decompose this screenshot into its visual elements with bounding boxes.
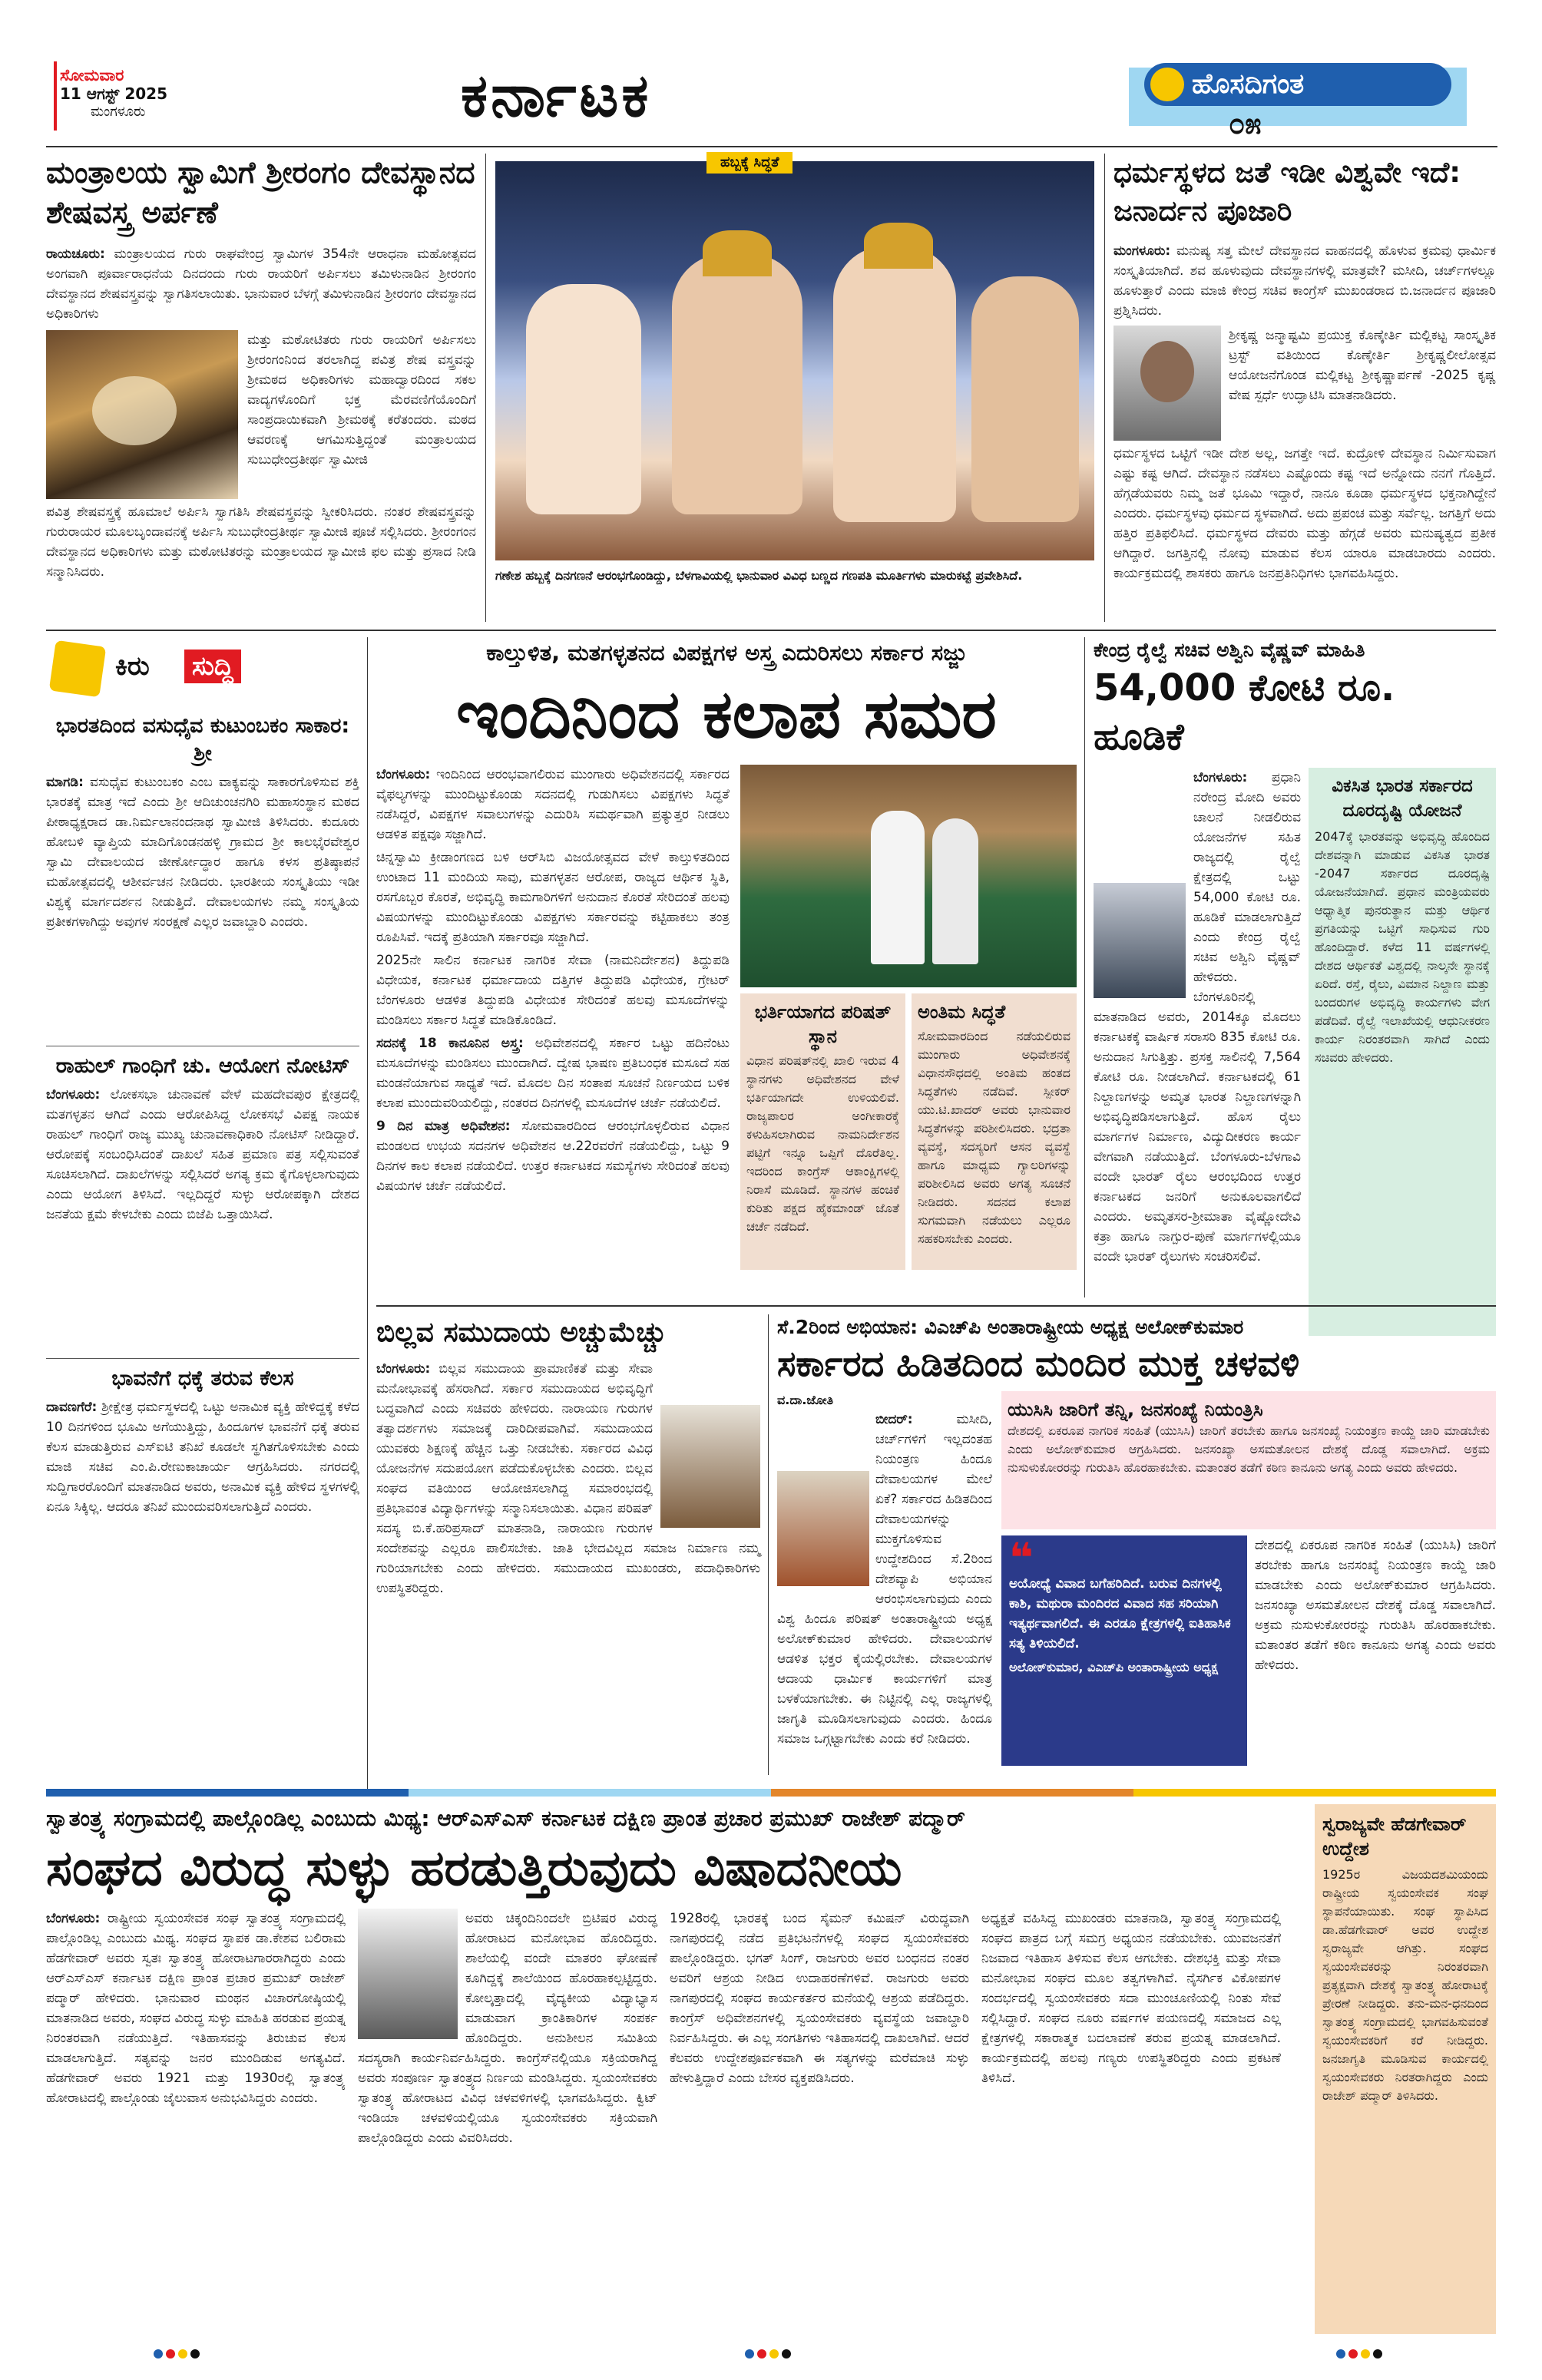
headline: ಸರ್ಕಾರದ ಹಿಡಿತದಿಂದ ಮಂದಿರ ಮುಕ್ತ ಚಳವಳಿ [777, 1343, 1300, 1384]
side-headline: ಭರ್ತಿಯಾಗದ ಪರಿಷತ್ ಸ್ಥಾನ [754, 1001, 892, 1047]
tail-text: ಪವಿತ್ರ ಶೇಷವಸ್ತ್ರಕ್ಕೆ ಹೂಮಾಲೆ ಅರ್ಪಿಸಿ ಸ್ವಾಗತಿಸಿ ಶೇಷವಸ್ತ್ರವನ್ನು ಸ್ವೀಕರಿಸಿದರು. ನಂತರ ಶೇಷವಸ್ತ್ರವನ್ನು ಗುರುರಾಯರ ಮೂಲಬೃಂದಾವನಕ್ಕೆ ಅರ್ಪಿಸಿ ಸುಬುಧೇಂದ್ರತೀರ್ಥ ಸ್ವಾಮೀಜಿ ಪೂಜೆ ಸಲ್ಲಿಸಿದರು. ಶ್ರೀರಂಗಂನ ದೇವಸ್ಥಾನದ ಅಧಿಕಾರಿಗಳು ಮತ್ತು ಮಠೋಟಿತರನ್ನು ಮಂತ್ರಾಲಯದ ಸ್ವಾಮೀಜಿ ಫಲ ಮತ್ತು ಪ್ರಸಾದ ನೀಡಿ ಸನ್ಮಾನಿಸಿದರು. [46, 504, 476, 580]
story-railway [1094, 637, 1496, 1297]
lead-story [376, 637, 1077, 1297]
sidebar-parishat [740, 993, 905, 1270]
date-block [60, 66, 198, 121]
page-number: ೦೫ [1229, 107, 1262, 140]
section-title: ಕರ್ನಾಟಕ [461, 61, 652, 131]
box-ucc [1001, 1391, 1496, 1529]
dateline: ಬೆಂಗಳೂರು: [46, 1911, 101, 1926]
col-text: 1928ರಲ್ಲಿ ಭಾರತಕ್ಕೆ ಬಂದ ಸೈಮನ್ ಕಮಿಷನ್ ವಿರುದ್ಧವಾಗಿ ನಾಗಪುರದಲ್ಲಿ ನಡೆದ ಪ್ರತಿಭಟನೆಗಳಲ್ಲಿ ಸಂಘದ ಸ್ವಯಂಸೇವಕರು ಪಾಲ್ಗೊಂಡಿದ್ದರು. ಭಗತ್ ಸಿಂಗ್, ರಾಜಗುರು ಅವರ ಬಂಧನದ ನಂತರ ಅವರಿಗೆ ಆಶ್ರಯ ನೀಡಿದ ಉದಾಹರಣೆಗಳಿವೆ. ರಾಜಗುರು ಅವರು ನಾಗಪುರದಲ್ಲಿ ಸಂಘದ ಕಾರ್ಯಕರ್ತರ ಮನೆಯಲ್ಲಿ ಆಶ್ರಯ ಪಡೆದಿದ್ದರು. ಕಾಂಗ್ರೆಸ್ ಅಧಿವೇಶನಗಳಲ್ಲಿ ಸ್ವಯಂಸೇವಕರು ವ್ಯವಸ್ಥೆಯ ಜವಾಬ್ದಾರಿ ನಿರ್ವಹಿಸಿದ್ದರು. ಈ ಎಲ್ಲ ಸಂಗತಿಗಳು ಇತಿಹಾಸದಲ್ಲಿ ದಾಖಲಾಗಿವೆ. ಆದರೆ ಕೆಲವರು ಉದ್ದೇಶಪೂರ್ವಕವಾಗಿ ಈ ಸತ್ಯಗಳನ್ನು ಮರೆಮಾಚಿ ಸುಳ್ಳು ಹೇಳುತ್ತಿದ್ದಾರೆ ಎಂದು ಬೇಸರ ವ್ಯಕ್ತಪಡಿಸಿದರು. [670, 1911, 969, 2086]
story-mantralaya [46, 154, 476, 630]
headline: ಧರ್ಮಸ್ಥಳದ ಜತೆ ಇಡೀ ವಿಶ್ವವೇ ಇದೆ: ಜನಾರ್ದನ ಪೂಜಾರಿ [1113, 156, 1461, 227]
box-hedgewar [1315, 1804, 1496, 2334]
masthead-rule [46, 146, 1497, 147]
sub-label: ಸದನಕ್ಕೆ 18 ಕಾನೂನಿನ ಅಸ್ತ್ರ: [376, 1036, 524, 1051]
kiru-item [46, 1365, 359, 1735]
tail-text: ಧರ್ಮಸ್ಥಳದ ಒಟ್ಟಿಗೆ ಇಡೀ ದೇಶ ಅಲ್ಲ, ಜಗತ್ತೇ ಇದೆ. ಕುದ್ರೋಳಿ ದೇವಸ್ಥಾನ ನಿರ್ಮಿಸುವಾಗ ಎಷ್ಟು ಕಷ್ಟ ಆಗಿದೆ. ದೇವಸ್ಥಾನ ನಡೆಸಲು ಎಷ್ಟೊಂದು ಕಷ್ಟ ಇದೆ ಅನ್ನೋದು ನನಗೆ ಗೊತ್ತಿದೆ. ಹೆಗ್ಗಡೆಯವರು ನಿಮ್ಮ ಜತೆ ಭೂಮಿ ಇದ್ದಾರೆ, ನಾನೂ ಕೂಡಾ ಧರ್ಮಸ್ಥಳದ ಭಕ್ತನಾಗಿದ್ದೇನೆ ಎಂದರು. ಧರ್ಮಸ್ಥಳವು ಧರ್ಮದ ಸ್ಥಳವಾಗಿದೆ. ಅದು ಪ್ರಪಂಚ ಮತ್ತು ಸರ್ವೆಲ್ಲ. ಜಗತ್ತಿಗೆ ಅದು ಹತ್ತಿರ ಪ್ರತಿಫಲಿಸಿದೆ. ಧರ್ಮಸ್ಥಳದ ದೇವರು ಮತ್ತು ಹೆಗ್ಗಡೆ ಅವರು ಮನುಷ್ಯತ್ವದ ಪ್ರತೀಕ ಆಗಿದ್ದಾರೆ. ಜಗತ್ತಿನಲ್ಲಿ ನೋವು ಮಾಡುವ ಕೆಲಸ ಯಾರೂ ಮಾಡಬಾರದು ಎಂದರು. ಕಾರ್ಯಕ್ರಮದಲ್ಲಿ ಶಾಸಕರು ಹಾಗೂ ಜನಪ್ರತಿನಿಧಿಗಳು ಭಾಗವಹಿಸಿದ್ದರು. [1113, 446, 1496, 581]
lead-text: ಮನುಷ್ಯ ಸತ್ತ ಮೇಲೆ ದೇವಸ್ಥಾನದ ವಾಹನದಲ್ಲಿ ಹೊಳುವ ಕ್ರಮವು ಧಾರ್ಮಿಕ ಸಂಸ್ಕೃತಿಯಾಗಿದೆ. ಶವ ಹೂಳುವುದು ದೇವಸ್ಥಾನಗಳಲ್ಲಿ ಮಾತ್ರವೇ? ಮಸೀದಿ, ಚರ್ಚ್‌ಗಳಲ್ಲೂ ಹೂಳುತ್ತಾರೆ ಎಂದು ಮಾಜಿ ಕೇಂದ್ರ ಸಚಿವ ಕಾಂಗ್ರೆಸ್ ಮುಖಂಡರಾದ ಬಿ.ಜನಾರ್ದನ ಪೂಜಾರಿ ಪ್ರಶ್ನಿಸಿದರು. [1113, 243, 1497, 319]
kiru-item [46, 712, 359, 1041]
dateline: ಬೆಂಗಳೂರು: [1193, 770, 1248, 785]
photo-minister [660, 1405, 760, 1528]
sub-text: ಅಧಿವೇಶನದಲ್ಲಿ ಸರ್ಕಾರ ಒಟ್ಟು ಹದಿನೆಂಟು ಮಸೂದೆಗಳನ್ನು ಮಂಡಿಸಲು ಮುಂದಾಗಿದೆ. ದ್ವೇಷ ಭಾಷಣ ಪ್ರತಿಬಂಧಕ ಮಸೂದೆ ಸಹ ಮಂಡನೆಯಾಗುವ ಸಾಧ್ಯತೆ ಇದೆ. ಮೊದಲ ದಿನ ಸಂತಾಪ ಸೂಚನೆ ನಿರ್ಣಯದ ಬಳಿಕ ಕಲಾಪ ಮುಂದುವರಿಯಲಿದ್ದು, ನಂತರದ ದಿನಗಳಲ್ಲಿ ಮಸೂದೆಗಳ ಚರ್ಚೆ ನಡೆಯಲಿದೆ. [376, 1036, 730, 1111]
photo-rajesh [358, 1909, 458, 2039]
story-text: ಬಿಲ್ಲವ ಸಮುದಾಯ ಪ್ರಾಮಾಣಿಕತೆ ಮತ್ತು ಸೇವಾ ಮನೋಭಾವಕ್ಕೆ ಹೆಸರಾಗಿದೆ. ಸರ್ಕಾರ ಸಮುದಾಯದ ಅಭಿವೃದ್ಧಿಗೆ ಬದ್ಧವಾಗಿದೆ ಎಂದು ಸಚಿವರು ಹೇಳಿದರು. ನಾರಾಯಣ ಗುರುಗಳ ತತ್ವಾದರ್ಶಗಳು ಸಮಾಜಕ್ಕೆ ದಾರಿದೀಪವಾಗಿವೆ. ಸಮುದಾಯದ ಯುವಕರು ಶಿಕ್ಷಣಕ್ಕೆ ಹೆಚ್ಚಿನ ಒತ್ತು ನೀಡಬೇಕು. ಸರ್ಕಾರದ ವಿವಿಧ ಯೋಜನೆಗಳ ಸದುಪಯೋಗ ಪಡೆದುಕೊಳ್ಳಬೇಕು ಎಂದರು. ಬಿಲ್ಲವ ಸಂಘದ ವತಿಯಿಂದ ಆಯೋಜಿಸಲಾಗಿದ್ದ ಸಮಾರಂಭದಲ್ಲಿ ಪ್ರತಿಭಾವಂತ ವಿದ್ಯಾರ್ಥಿಗಳನ್ನು ಸನ್ಮಾನಿಸಲಾಯಿತು. ವಿಧಾನ ಪರಿಷತ್ ಸದಸ್ಯ ಬಿ.ಕೆ.ಹರಿಪ್ರಸಾದ್ ಮಾತನಾಡಿ, ನಾರಾಯಣ ಗುರುಗಳ ಸಂದೇಶವನ್ನು ಎಲ್ಲರೂ ಪಾಲಿಸಬೇಕು. ಜಾತಿ ಭೇದವಿಲ್ಲದ ಸಮಾಜ ನಿರ್ಮಾಣ ನಮ್ಮ ಗುರಿಯಾಗಬೇಕು ಎಂದು ಹೇಳಿದರು. ಸಮುದಾಯದ ಮುಖಂಡರು, ಪದಾಧಿಕಾರಿಗಳು ಉಪಸ್ಥಿತರಿದ್ದರು. [376, 1361, 760, 1596]
kicker: ಕಾಲ್ತುಳಿತ, ಮತಗಳ್ಳತನದ ವಿಪಕ್ಷಗಳ ಅಸ್ತ್ರ ಎದುರಿಸಲು ಸರ್ಕಾರ ಸಜ್ಜು [486, 640, 967, 666]
story-janardhana [1113, 154, 1496, 622]
quote-author: ಅಲೋಕ್‌ಕುಮಾರ, ವಿಎಚ್‌ಪಿ ಅಂತಾರಾಷ್ಟ್ರೀಯ ಅಧ್ಯಕ್ಷ [1009, 1660, 1219, 1674]
dateline: ಬೀದರ್: [875, 1412, 913, 1427]
city-label: ಮಂಗಳೂರು [91, 104, 146, 120]
story-text: ಮಸೀದಿ, ಚರ್ಚ್‌ಗಳಿಗೆ ಇಲ್ಲದಂತಹ ನಿಯಂತ್ರಣ ಹಿಂದೂ ದೇವಾಲಯಗಳ ಮೇಲೆ ಏಕೆ? ಸರ್ಕಾರದ ಹಿಡಿತದಿಂದ ದೇವಾಲಯಗಳನ್ನು ಮುಕ್ತಗೊಳಿಸುವ ಉದ್ದೇಶದಿಂದ ಸೆ.2ರಿಂದ ದೇಶವ್ಯಾಪಿ ಅಭಿಯಾನ ಆರಂಭಿಸಲಾಗುವುದು ಎಂದು ವಿಶ್ವ ಹಿಂದೂ ಪರಿಷತ್ ಅಂತಾರಾಷ್ಟ್ರೀಯ ಅಧ್ಯಕ್ಷ ಅಲೋಕ್‌ಕುಮಾರ ಹೇಳಿದರು. ದೇವಾಲಯಗಳ ಆಡಳಿತ ಭಕ್ತರ ಕೈಯಲ್ಲಿರಬೇಕು. ದೇವಾಲಯಗಳ ಆದಾಯ ಧಾರ್ಮಿಕ ಕಾರ್ಯಗಳಿಗೆ ಮಾತ್ರ ಬಳಕೆಯಾಗಬೇಕು. ಈ ನಿಟ್ಟಿನಲ್ಲಿ ಎಲ್ಲ ರಾಜ್ಯಗಳಲ್ಲಿ ಜಾಗೃತಿ ಮೂಡಿಸಲಾಗುವುದು ಎಂದರು. ಹಿಂದೂ ಸಮಾಜ ಒಗ್ಗಟ್ಟಾಗಬೇಕು ಎಂದು ಕರೆ ನೀಡಿದರು. [777, 1412, 992, 1747]
paper-name: ಹೊಸದಿಗಂತ [1192, 68, 1305, 100]
date-label: 11 ಆಗಸ್ಟ್ 2025 [60, 84, 167, 103]
photo-tag: ಹಬ್ಬಕ್ಕೆ ಸಿದ್ಧತೆ [706, 152, 793, 174]
lamp-icon [1150, 68, 1184, 101]
quote-icon: ❝ [1009, 1534, 1034, 1582]
headline: 54,000 ಕೋಟಿ ರೂ. ಹೂಡಿಕೆ [1094, 666, 1395, 759]
kicker: ಸ್ವಾತಂತ್ರ್ಯ ಸಂಗ್ರಾಮದಲ್ಲಿ ಪಾಲ್ಗೊಂಡಿಲ್ಲ ಎಂಬುದು ಮಿಥ್ಯ: ಆರ್‌ಎಸ್‌ಎಸ್ ಕರ್ನಾಟಕ ದಕ್ಷಿಣ ಪ್ರಾಂತ ಪ್ರಚಾರ ಪ್ರಮುಖ್ ರಾಜೇಶ್ ಪದ್ಮಾರ್ [46, 1806, 965, 1831]
kicker: ಸೆ.2ರಿಂದ ಅಭಿಯಾನ: ವಿಎಚ್‌ಪಿ ಅಂತಾರಾಷ್ಟ್ರೀಯ ಅಧ್ಯಕ್ಷ ಅಲೋಕ್‌ಕುಮಾರ [777, 1316, 1244, 1338]
photo-janardhana [1113, 326, 1221, 441]
box-text: ದೇಶದಲ್ಲಿ ಏಕರೂಪ ನಾಗರಿಕ ಸಂಹಿತೆ (ಯುಸಿಸಿ) ಜಾರಿಗೆ ತರಬೇಕು ಹಾಗೂ ಜನಸಂಖ್ಯೆ ನಿಯಂತ್ರಣ ಕಾಯ್ದೆ ಜಾರಿ ಮಾಡಬೇಕು ಎಂದು ಅಲೋಕ್‌ಕುಮಾರ ಆಗ್ರಹಿಸಿದರು. ಜನಸಂಖ್ಯಾ ಅಸಮತೋಲನ ದೇಶಕ್ಕೆ ದೊಡ್ಡ ಸವಾಲಾಗಿದೆ. ಅಕ್ರಮ ನುಸುಳುಕೋರರನ್ನು ಗುರುತಿಸಿ ಹೊರಹಾಕಬೇಕು. ಮತಾಂತರ ತಡೆಗೆ ಕಠಿಣ ಕಾನೂನು ಅಗತ್ಯ ಎಂದು ಅವರು ಹೇಳಿದರು. [1008, 1423, 1490, 1475]
date-rule [54, 61, 57, 131]
headline: ಮಂತ್ರಾಲಯ ಸ್ವಾಮಿಗೆ ಶ್ರೀರಂಗಂ ದೇವಸ್ಥಾನದ ಶೇಷವಸ್ತ್ರ ಅರ್ಪಣೆ [46, 156, 475, 230]
kiru-icon [49, 640, 107, 698]
kiru-headline: ಭಾರತದಿಂದ ವಸುಧೈವ ಕುಟುಂಬಕಂ ಸಾಕಾರ: ಶ್ರೀ [55, 714, 350, 765]
brand-logo [1144, 63, 1451, 106]
photo-caption: ಗಣೇಶ ಹಬ್ಬಕ್ಕೆ ದಿನಗಣನೆ ಆರಂಭಗೊಂಡಿದ್ದು, ಬೆಳಗಾವಿಯಲ್ಲಿ ಭಾನುವಾರ ವಿವಿಧ ಬಣ್ಣದ ಗಣಪತಿ ಮೂರ್ತಿಗಳು ಮಾರುಕಟ್ಟೆ ಪ್ರವೇಶಿಸಿದೆ. [495, 568, 1023, 583]
box-vision [1309, 768, 1496, 1336]
dateline: ದಾವಣಗೆರೆ: [46, 1400, 98, 1415]
box-text: 2047ಕ್ಕೆ ಭಾರತವನ್ನು ಅಭಿವೃದ್ಧಿ ಹೊಂದಿದ ದೇಶವನ್ನಾಗಿ ಮಾಡುವ ವಿಕಸಿತ ಭಾರತ -2047 ಸರ್ಕಾರದ ದೂರದೃಷ್ಟಿ ಯೋಜನೆಯಾಗಿದೆ. ಪ್ರಧಾನ ಮಂತ್ರಿಯವರು ಆಧ್ಯಾತ್ಮಿಕ ಪುನರುತ್ಥಾನ ಮತ್ತು ಆರ್ಥಿಕ ಪ್ರಗತಿಯನ್ನು ಒಟ್ಟಿಗೆ ಸಾಧಿಸುವ ಗುರಿ ಹೊಂದಿದ್ದಾರೆ. ಕಳೆದ 11 ವರ್ಷಗಳಲ್ಲಿ ದೇಶದ ಆರ್ಥಿಕತೆ ವಿಶ್ವದಲ್ಲಿ ನಾಲ್ಕನೇ ಸ್ಥಾನಕ್ಕೆ ಏರಿದೆ. ರಸ್ತೆ, ರೈಲು, ವಿಮಾನ ನಿಲ್ದಾಣ ಮತ್ತು ಬಂದರುಗಳ ಅಭಿವೃದ್ಧಿ ಕಾರ್ಯಗಳು ವೇಗ ಪಡೆದಿವೆ. ರೈಲ್ವೆ ಇಲಾಖೆಯಲ್ಲಿ ಆಧುನೀಕರಣ ಕಾರ್ಯ ನಿರಂತರವಾಗಿ ಸಾಗಿದೆ ಎಂದು ಸಚಿವರು ಹೇಳಿದರು. [1315, 829, 1490, 1065]
box-headline: ಸ್ವರಾಜ್ಯವೇ ಹೆಡಗೇವಾರ್ ಉದ್ದೇಶ [1322, 1813, 1467, 1859]
story-vhp [777, 1314, 1496, 1790]
sub-text: ಸೋಮವಾರದಿಂದ ಆರಂಭಗೊಳ್ಳಲಿರುವ ವಿಧಾನ ಮಂಡಲದ ಉಭಯ ಸದನಗಳ ಅಧಿವೇಶನ ಆ.22ರವರೆಗೆ ನಡೆಯಲಿದ್ದು, ಒಟ್ಟು 9 ದಿನಗಳ ಕಾಲ ಕಲಾಪ ನಡೆಯಲಿದೆ. ಉತ್ತರ ಕರ್ನಾಟಕದ ಸಮಸ್ಯೆಗಳು ಸೇರಿದಂತೆ ಹಲವು ವಿಷಯಗಳ ಚರ್ಚೆ ನಡೆಯಲಿದೆ. [376, 1119, 730, 1194]
photo-alok [777, 1471, 869, 1586]
day-label: ಸೋಮವಾರ [60, 66, 124, 84]
dateline: ಮಾಗಡಿ: [46, 775, 84, 790]
color-bar [46, 1789, 1496, 1797]
kiru-text: ಲೋಕಸಭಾ ಚುನಾವಣೆ ವೇಳೆ ಮಹದೇವಪುರ ಕ್ಷೇತ್ರದಲ್ಲಿ ಮತಗಳ್ಳತನ ಆಗಿದೆ ಎಂದು ಆರೋಪಿಸಿದ್ದ ಲೋಕಸಭೆ ವಿಪಕ್ಷ ನಾಯಕ ರಾಹುಲ್ ಗಾಂಧಿಗೆ ರಾಜ್ಯ ಮುಖ್ಯ ಚುನಾವಣಾಧಿಕಾರಿ ನೋಟಿಸ್ ನೀಡಿದ್ದಾರೆ. ಆರೋಪಕ್ಕೆ ಸಂಬಂಧಿಸಿದಂತೆ ದಾಖಲೆ ಸಹಿತ ಪ್ರಮಾಣ ಪತ್ರ ಸಲ್ಲಿಸುವಂತೆ ಸೂಚಿಸಲಾಗಿದೆ. ದಾಖಲೆಗಳನ್ನು ಸಲ್ಲಿಸಿದರೆ ಅಗತ್ಯ ಕ್ರಮ ಕೈಗೊಳ್ಳಲಾಗುವುದು ಎಂದು ಆಯೋಗ ತಿಳಿಸಿದೆ. ಇಲ್ಲದಿದ್ದರೆ ಸುಳ್ಳು ಆರೋಪಕ್ಕಾಗಿ ದೇಶದ ಜನತೆಯ ಕ್ಷಮೆ ಕೇಳಬೇಕು ಎಂದು ಬಿಜೆಪಿ ಒತ್ತಾಯಿಸಿದೆ. [46, 1087, 359, 1222]
lead-text: ಇಂದಿನಿಂದ ಆರಂಭವಾಗಲಿರುವ ಮುಂಗಾರು ಅಧಿವೇಶನದಲ್ಲಿ ಸರ್ಕಾರದ ವೈಫಲ್ಯಗಳನ್ನು ಮುಂದಿಟ್ಟುಕೊಂಡು ಸದನದಲ್ಲಿ ಗುಡುಗಿಸಲು ವಿಪಕ್ಷಗಳು ಸಿದ್ಧತೆ ನಡೆಸಿದ್ದರೆ, ವಿಪಕ್ಷಗಳ ಸವಾಲುಗಳನ್ನು ಎದುರಿಸಿ ಸಮರ್ಥವಾಗಿ ಪ್ರತ್ಯುತ್ತರ ನೀಡಲು ಆಡಳಿತ ಪಕ್ಷವೂ ಸಜ್ಜಾಗಿದೆ. [376, 767, 730, 842]
headline: ಸಂಘದ ವಿರುದ್ಧ ಸುಳ್ಳು ಹರಡುತ್ತಿರುವುದು ವಿಷಾದನೀಯ [46, 1840, 902, 1897]
vhp-continued: ದೇಶದಲ್ಲಿ ಏಕರೂಪ ನಾಗರಿಕ ಸಂಹಿತೆ (ಯುಸಿಸಿ) ಜಾರಿಗೆ ತರಬೇಕು ಹಾಗೂ ಜನಸಂಖ್ಯೆ ನಿಯಂತ್ರಣ ಕಾಯ್ದೆ ಜಾರಿ ಮಾಡಬೇಕು ಎಂದು ಅಲೋಕ್‌ಕುಮಾರ ಆಗ್ರಹಿಸಿದರು. ಜನಸಂಖ್ಯಾ ಅಸಮತೋಲನ ದೇಶಕ್ಕೆ ದೊಡ್ಡ ಸವಾಲಾಗಿದೆ. ಅಕ್ರಮ ನುಸುಳುಕೋರರನ್ನು ಗುರುತಿಸಿ ಹೊರಹಾಕಬೇಕು. ಮತಾಂತರ ತಡೆಗೆ ಕಠಿಣ ಕಾನೂನು ಅಗತ್ಯ ಎಂದು ಅವರು ಹೇಳಿದರು. [1255, 1538, 1496, 1673]
side-headline: ಅಂತಿಮ ಸಿದ್ಧತೆ [918, 1001, 1006, 1023]
kiru-headline: ರಾಹುಲ್ ಗಾಂಧಿಗೆ ಚು. ಆಯೋಗ ನೋಟಿಸ್ [55, 1054, 350, 1078]
headline: ಬಿಲ್ಲವ ಸಮುದಾಯ ಅಚ್ಚುಮೆಚ್ಚು [376, 1317, 667, 1348]
col-text: ಅಧ್ಯಕ್ಷತೆ ವಹಿಸಿದ್ದ ಮುಖಂಡರು ಮಾತನಾಡಿ, ಸ್ವಾತಂತ್ರ್ಯ ಸಂಗ್ರಾಮದಲ್ಲಿ ಸಂಘದ ಪಾತ್ರದ ಬಗ್ಗೆ ಸಮಗ್ರ ಅಧ್ಯಯನ ನಡೆಯಬೇಕು. ಯುವಜನತೆಗೆ ನಿಜವಾದ ಇತಿಹಾಸ ತಿಳಿಸುವ ಕೆಲಸ ಆಗಬೇಕು. ದೇಶಭಕ್ತಿ ಮತ್ತು ಸೇವಾ ಮನೋಭಾವ ಸಂಘದ ಮೂಲ ತತ್ವಗಳಾಗಿವೆ. ನೈಸರ್ಗಿಕ ವಿಕೋಪಗಳ ಸಂದರ್ಭದಲ್ಲಿ ಸ್ವಯಂಸೇವಕರು ಸದಾ ಮುಂಚೂಣಿಯಲ್ಲಿ ನಿಂತು ಸೇವೆ ಸಲ್ಲಿಸಿದ್ದಾರೆ. ಸಂಘದ ನೂರು ವರ್ಷಗಳ ಪಯಣದಲ್ಲಿ ಸಮಾಜದ ಎಲ್ಲ ಕ್ಷೇತ್ರಗಳಲ್ಲಿ ಸಕಾರಾತ್ಮಕ ಬದಲಾವಣೆ ತರುವ ಪ್ರಯತ್ನ ಮಾಡಲಾಗಿದೆ. ಕಾರ್ಯಕ್ರಮದಲ್ಲಿ ಹಲವು ಗಣ್ಯರು ಉಪಸ್ಥಿತರಿದ್ದರು ಎಂದು ಪ್ರಕಟಣೆ ತಿಳಿಸಿದೆ. [981, 1911, 1281, 2086]
story-rss [46, 1804, 1305, 2342]
dateline: ಬೆಂಗಳೂರು: [376, 1361, 431, 1377]
photo-mantralaya [46, 330, 238, 499]
box-headline: ವಿಕಸಿತ ಭಾರತ ಸರ್ಕಾರದ ದೂರದೃಷ್ಟಿ ಯೋಜನೆ [1332, 776, 1473, 821]
kicker: ಕೇಂದ್ರ ರೈಲ್ವೆ ಸಚಿವ ಅಶ್ವಿನಿ ವೈಷ್ಣವ್ ಮಾಹಿತಿ [1094, 639, 1365, 661]
photo-ganesha-block [495, 154, 1094, 622]
side-text: ಸೋಮವಾರದಿಂದ ನಡೆಯಲಿರುವ ಮುಂಗಾರು ಅಧಿವೇಶನಕ್ಕೆ ವಿಧಾನಸೌಧದಲ್ಲಿ ಅಂತಿಮ ಹಂತದ ಸಿದ್ಧತೆಗಳು ನಡೆದಿವೆ. ಸ್ಪೀಕರ್ ಯು.ಟಿ.ಖಾದರ್ ಅವರು ಭಾನುವಾರ ಸಿದ್ಧತೆಗಳನ್ನು ಪರಿಶೀಲಿಸಿದರು. ಭದ್ರತಾ ವ್ಯವಸ್ಥೆ, ಸದಸ್ಯರಿಗೆ ಆಸನ ವ್ಯವಸ್ಥೆ ಹಾಗೂ ಮಾಧ್ಯಮ ಗ್ಯಾಲರಿಗಳನ್ನು ಪರಿಶೀಲಿಸಿದ ಅವರು ಅಗತ್ಯ ಸೂಚನೆ ನೀಡಿದರು. ಸದನದ ಕಲಾಪ ಸುಗಮವಾಗಿ ನಡೆಯಲು ಎಲ್ಲರೂ ಸಹಕರಿಸಬೇಕು ಎಂದರು. [918, 1029, 1070, 1246]
kiru-item [46, 1053, 359, 1354]
masthead [0, 0, 1542, 146]
col-text: ಶ್ರೀಕೃಷ್ಣ ಜನ್ಮಾಷ್ಟಮಿ ಪ್ರಯುಕ್ತ ಕೊಣ್ಕೇರ್ತಿ ಮಲ್ಲಿಕಟ್ಟ ಸಾಂಸ್ಕೃತಿಕ ಟ್ರಸ್ಟ್ ವತಿಯಿಂದ ಕೊಣ್ಕೇರ್ತಿ ಶ್ರೀಕೃಷ್ಣಲೀಲೋತ್ಸವ ಆಯೋಜನೆಗೊಂಡ ಮಲ್ಲಿಕಟ್ಟ ಶ್ರೀಕೃಷ್ಣಾರ್ಪಣೆ -2025 ಕೃಷ್ಣ ವೇಷ ಸ್ಪರ್ಧೆ ಉದ್ಘಾಟಿಸಿ ಮಾತನಾಡಿದರು. [1229, 328, 1496, 403]
sub-label: 9 ದಿನ ಮಾತ್ರ ಅಧಿವೇಶನ: [376, 1119, 511, 1134]
col-text: ರಾಷ್ಟ್ರೀಯ ಸ್ವಯಂಸೇವಕ ಸಂಘ ಸ್ವಾತಂತ್ರ್ಯ ಸಂಗ್ರಾಮದಲ್ಲಿ ಪಾಲ್ಗೊಂಡಿಲ್ಲ ಎಂಬುದು ಮಿಥ್ಯ. ಸಂಘದ ಸ್ಥಾಪಕ ಡಾ.ಕೇಶವ ಬಲಿರಾಮ ಹೆಡಗೇವಾರ್ ಅವರು ಸ್ವತಃ ಸ್ವಾತಂತ್ರ್ಯ ಹೋರಾಟಗಾರರಾಗಿದ್ದರು ಎಂದು ಆರ್‌ಎಸ್‌ಎಸ್ ಕರ್ನಾಟಕ ದಕ್ಷಿಣ ಪ್ರಾಂತ ಪ್ರಚಾರ ಪ್ರಮುಖ್ ರಾಜೇಶ್ ಪದ್ಮಾರ್ ಹೇಳಿದರು. ಭಾನುವಾರ ಮಂಥನ ವಿಚಾರಗೋಷ್ಠಿಯಲ್ಲಿ ಮಾತನಾಡಿದ ಅವರು, ಸಂಘದ ವಿರುದ್ಧ ಸುಳ್ಳು ಮಾಹಿತಿ ಹರಡುವ ಪ್ರಯತ್ನ ನಿರಂತರವಾಗಿ ನಡೆಯುತ್ತಿದೆ. ಇತಿಹಾಸವನ್ನು ತಿರುಚುವ ಕೆಲಸ ಮಾಡಲಾಗುತ್ತಿದೆ. ಸತ್ಯವನ್ನು ಜನರ ಮುಂದಿಡುವ ಅಗತ್ಯವಿದೆ. ಹೆಡಗೇವಾರ್ ಅವರು 1921 ಮತ್ತು 1930ರಲ್ಲಿ ಸ್ವಾತಂತ್ರ್ಯ ಹೋರಾಟದಲ್ಲಿ ಪಾಲ್ಗೊಂಡು ಜೈಲುವಾಸ ಅನುಭವಿಸಿದ್ದರು ಎಂದರು. [46, 1911, 346, 2106]
kiru-label: ಕಿರು [115, 651, 150, 682]
reporter: ವ.ದಾ.ಜೋತಿ [777, 1393, 834, 1407]
col-text: ಅವರು ಚಿಕ್ಕಂದಿನಿಂದಲೇ ಬ್ರಿಟಿಷರ ವಿರುದ್ಧ ಹೋರಾಟದ ಮನೋಭಾವ ಹೊಂದಿದ್ದರು. ಶಾಲೆಯಲ್ಲಿ ವಂದೇ ಮಾತರಂ ಘೋಷಣೆ ಕೂಗಿದ್ದಕ್ಕೆ ಶಾಲೆಯಿಂದ ಹೊರಹಾಕಲ್ಪಟ್ಟಿದ್ದರು. ಕೋಲ್ಕತ್ತಾದಲ್ಲಿ ವೈದ್ಯಕೀಯ ವಿದ್ಯಾಭ್ಯಾಸ ಮಾಡುವಾಗ ಕ್ರಾಂತಿಕಾರಿಗಳ ಸಂಪರ್ಕ ಹೊಂದಿದ್ದರು. ಅನುಶೀಲನ ಸಮಿತಿಯ ಸದಸ್ಯರಾಗಿ ಕಾರ್ಯನಿರ್ವಹಿಸಿದ್ದರು. ಕಾಂಗ್ರೆಸ್‌ನಲ್ಲಿಯೂ ಸಕ್ರಿಯರಾಗಿದ್ದ ಅವರು ಸಂಪೂರ್ಣ ಸ್ವಾತಂತ್ರ್ಯದ ನಿರ್ಣಯ ಮಂಡಿಸಿದ್ದರು. ಸ್ವಯಂಸೇವಕರು ಸ್ವಾತಂತ್ರ್ಯ ಹೋರಾಟದ ವಿವಿಧ ಚಳವಳಿಗಳಲ್ಲಿ ಭಾಗವಹಿಸಿದ್ದರು. ಕ್ವಿಟ್ ಇಂಡಿಯಾ ಚಳವಳಿಯಲ್ಲಿಯೂ ಸ್ವಯಂಸೇವಕರು ಸಕ್ರಿಯವಾಗಿ ಪಾಲ್ಗೊಂಡಿದ್ದರು ಎಂದು ವಿವರಿಸಿದರು. [358, 1911, 657, 2146]
kiru-suddi [46, 637, 359, 1789]
dateline: ರಾಯಚೂರು: [46, 246, 105, 262]
story-text: ಪ್ರಧಾನಿ ನರೇಂದ್ರ ಮೋದಿ ಅವರು ಚಾಲನೆ ನೀಡಲಿರುವ ಯೋಜನೆಗಳ ಸಹಿತ ರಾಜ್ಯದಲ್ಲಿ ರೈಲ್ವೆ ಕ್ಷೇತ್ರದಲ್ಲಿ ಒಟ್ಟು 54,000 ಕೋಟಿ ರೂ. ಹೂಡಿಕೆ ಮಾಡಲಾಗುತ್ತಿದೆ ಎಂದು ಕೇಂದ್ರ ರೈಲ್ವೆ ಸಚಿವ ಅಶ್ವಿನಿ ವೈಷ್ಣವ್ ಹೇಳಿದರು. ಬೆಂಗಳೂರಿನಲ್ಲಿ ಮಾತನಾಡಿದ ಅವರು, 2014ಕ್ಕೂ ಮೊದಲು ಕರ್ನಾಟಕಕ್ಕೆ ವಾರ್ಷಿಕ ಸರಾಸರಿ 835 ಕೋಟಿ ರೂ. ಅನುದಾನ ಸಿಗುತ್ತಿತ್ತು. ಪ್ರಸಕ್ತ ಸಾಲಿನಲ್ಲಿ 7,564 ಕೋಟಿ ರೂ. ನೀಡಲಾಗಿದೆ. ಕರ್ನಾಟಕದಲ್ಲಿ 61 ನಿಲ್ದಾಣಗಳನ್ನು ಅಮೃತ ಭಾರತ ನಿಲ್ದಾಣಗಳನ್ನಾಗಿ ಅಭಿವೃದ್ಧಿಪಡಿಸಲಾಗುತ್ತಿದೆ. ಹೊಸ ರೈಲು ಮಾರ್ಗಗಳ ನಿರ್ಮಾಣ, ವಿದ್ಯುದೀಕರಣ ಕಾರ್ಯ ವೇಗವಾಗಿ ನಡೆಯುತ್ತಿದೆ. ಬೆಂಗಳೂರು-ಬೆಳಗಾವಿ ವಂದೇ ಭಾರತ್ ರೈಲು ಆರಂಭದಿಂದ ಉತ್ತರ ಕರ್ನಾಟಕದ ಜನರಿಗೆ ಅನುಕೂಲವಾಗಲಿದೆ ಎಂದರು. ಅಮೃತಸರ-ಶ್ರೀಮಾತಾ ವೈಷ್ಣೋದೇವಿ ಕತ್ರಾ ಹಾಗೂ ನಾಗ್ಪುರ-ಪುಣೆ ಮಾರ್ಗಗಳಲ್ಲಿಯೂ ವಂದೇ ಭಾರತ್ ರೈಲುಗಳು ಸಂಚರಿಸಲಿವೆ. [1094, 770, 1301, 1264]
col-text: ಮತ್ತು ಮಠೋಟಿತರು ಗುರು ರಾಯರಿಗೆ ಅರ್ಪಿಸಲು ಶ್ರೀರಂಗಂನಿಂದ ತರಲಾಗಿದ್ದ ಪವಿತ್ರ ಶೇಷ ವಸ್ತ್ರವನ್ನು ಶ್ರೀಮಠದ ಅಧಿಕಾರಿಗಳು ಮಹಾದ್ವಾರದಿಂದ ಸಕಲ ವಾದ್ಯಗಳೊಂದಿಗೆ ಭಕ್ತ ಮೆರವಣಿಗೆಯೊಂದಿಗೆ ಸಾಂಪ್ರದಾಯಿಕವಾಗಿ ಶ್ರೀಮಠಕ್ಕೆ ಕರೆತಂದರು. ಮಠದ ಆವರಣಕ್ಕೆ ಆಗಮಿಸುತ್ತಿದ್ದಂತೆ ಮಂತ್ರಾಲಯದ ಸುಬುಧೇಂದ್ರತೀರ್ಥ ಸ್ವಾಮೀಜಿ [247, 332, 476, 468]
photo-assembly [740, 765, 1077, 987]
headline: ಇಂದಿನಿಂದ ಕಲಾಪ ಸಮರ [456, 676, 997, 753]
pull-quote [1001, 1535, 1247, 1766]
box-text: 1925ರ ವಿಜಯದಶಮಿಯಂದು ರಾಷ್ಟ್ರೀಯ ಸ್ವಯಂಸೇವಕ ಸಂಘ ಸ್ಥಾಪನೆಯಾಯಿತು. ಸಂಘ ಸ್ಥಾಪಿಸಿದ ಡಾ.ಹೆಡಗೇವಾರ್ ಅವರ ಉದ್ದೇಶ ಸ್ವರಾಜ್ಯವೇ ಆಗಿತ್ತು. ಸಂಘದ ಸ್ವಯಂಸೇವಕರನ್ನು ನಿರಂತರವಾಗಿ ಪ್ರತ್ಯಕ್ಷವಾಗಿ ದೇಶಕ್ಕೆ ಸ್ವಾತಂತ್ರ್ಯ ಹೋರಾಟಕ್ಕೆ ಪ್ರೇರಣೆ ನೀಡಿದ್ದರು. ತನು-ಮನ-ಧನದಿಂದ ಸ್ವಾತಂತ್ರ್ಯ ಸಂಗ್ರಾಮದಲ್ಲಿ ಭಾಗವಹಿಸುವಂತೆ ಸ್ವಯಂಸೇವಕರಿಗೆ ಕರೆ ನೀಡಿದ್ದರು. ಜನಜಾಗೃತಿ ಮೂಡಿಸುವ ಕಾರ್ಯದಲ್ಲಿ ಸ್ವಯಂಸೇವಕರು ನಿರತರಾಗಿದ್ದರು ಎಂದು ರಾಜೇಶ್ ಪದ್ಮಾರ್ ತಿಳಿಸಿದರು. [1322, 1867, 1488, 2103]
kiru-text: ವಸುಧೈವ ಕುಟುಂಬಕಂ ಎಂಬ ವಾಕ್ಯವನ್ನು ಸಾಕಾರಗೊಳಿಸುವ ಶಕ್ತಿ ಭಾರತಕ್ಕೆ ಮಾತ್ರ ಇದೆ ಎಂದು ಶ್ರೀ ಆದಿಚುಂಚನಗಿರಿ ಮಹಾಸಂಸ್ಥಾನ ಮಠದ ಪೀಠಾಧ್ಯಕ್ಷರಾದ ಡಾ.ನಿರ್ಮಲಾನಂದನಾಥ ಸ್ವಾಮೀಜಿ ತಿಳಿಸಿದರು. ಕುದೂರು ಹೋಬಳಿ ವ್ಯಾಪ್ತಿಯ ಮಾದಿಗೊಂಡನಹಳ್ಳಿ ಗ್ರಾಮದ ಶ್ರೀ ಕಾಲಭೈರವೇಶ್ವರ ಸ್ವಾಮಿ ದೇವಾಲಯದ ಜೀರ್ಣೋದ್ಧಾರ ಹಾಗೂ ಕಳಸ ಪ್ರತಿಷ್ಠಾಪನೆ ಮಹೋತ್ಸವದಲ್ಲಿ ಆಶೀರ್ವಚನ ನೀಡಿದರು. ಭಾರತೀಯ ಸಂಸ್ಕೃತಿಯು ಇಡೀ ವಿಶ್ವಕ್ಕೆ ಮಾರ್ಗದರ್ಶನ ನೀಡುತ್ತಿದೆ. ದೇವಾಲಯಗಳು ನಮ್ಮ ಸಂಸ್ಕೃತಿಯ ಪ್ರತೀಕಗಳಾಗಿದ್ದು ಅವುಗಳ ಸಂರಕ್ಷಣೆ ಎಲ್ಲರ ಜವಾಬ್ದಾರಿ ಎಂದರು. [46, 775, 359, 930]
kiru-badge [46, 637, 359, 699]
photo-ganesha [495, 161, 1094, 560]
sidebar-final-prep [912, 993, 1077, 1270]
registration-marks [154, 2349, 1382, 2365]
kiru-headline: ಭಾವನೆಗೆ ಧಕ್ಕೆ ತರುವ ಕೆಲಸ [111, 1367, 294, 1390]
lead-text: ಮಂತ್ರಾಲಯದ ಗುರು ರಾಘವೇಂದ್ರ ಸ್ವಾಮಿಗಳ 354ನೇ ಆರಾಧನಾ ಮಹೋತ್ಸವದ ಅಂಗವಾಗಿ ಪೂರ್ವಾರಾಧನೆಯ ದಿನದಂದು ಗುರು ರಾಯರಿಗೆ ಅರ್ಪಿಸಲು ತಮಿಳುನಾಡಿನ ಶ್ರೀರಂಗಂ ದೇವಸ್ಥಾನದ ಶೇಷವಸ್ತ್ರವನ್ನು ಸ್ವಾಗತಿಸಲಾಯಿತು. ಭಾನುವಾರ ಬೆಳಗ್ಗೆ ತಮಿಳುನಾಡಿನ ಶ್ರೀರಂಗಂ ದೇವಸ್ಥಾನದ ಅಧಿಕಾರಿಗಳು [46, 246, 477, 322]
dateline: ಮಂಗಳೂರು: [1113, 243, 1171, 259]
para-3: 2025ನೇ ಸಾಲಿನ ಕರ್ನಾಟಕ ನಾಗರಿಕ ಸೇವಾ (ನಾಮನಿರ್ದೇಶನ) ತಿದ್ದುಪಡಿ ವಿಧೇಯಕ, ಕರ್ನಾಟಕ ಧರ್ಮಾದಾಯ ದತ್ತಿಗಳ ತಿದ್ದುಪಡಿ ವಿಧೇಯಕ, ಗ್ರೇಟರ್ ಬೆಂಗಳೂರು ಆಡಳಿತ ತಿದ್ದುಪಡಿ ವಿಧೇಯಕ ಸೇರಿದಂತೆ ಹಲವು ಮಸೂದೆಗಳನ್ನು ಮಂಡಿಸಲು ಸರ್ಕಾರ ಸಿದ್ಧತೆ ಮಾಡಿಕೊಂಡಿದೆ. [376, 953, 730, 1028]
dateline: ಬೆಂಗಳೂರು: [376, 767, 431, 782]
box-headline: ಯುಸಿಸಿ ಜಾರಿಗೆ ತನ್ನಿ, ಜನಸಂಖ್ಯೆ ನಿಯಂತ್ರಿಸಿ [1008, 1399, 1263, 1420]
kiru-text: ಶ್ರೀಕ್ಷೇತ್ರ ಧರ್ಮಸ್ಥಳದಲ್ಲಿ ಒಟ್ಟು ಅನಾಮಿಕ ವ್ಯಕ್ತಿ ಹೇಳಿದ್ದಕ್ಕೆ ಕಳೆದ 10 ದಿನಗಳಿಂದ ಭೂಮಿ ಅಗೆಯುತ್ತಿದ್ದು, ಹಿಂದೂಗಳ ಭಾವನೆಗೆ ಧಕ್ಕೆ ತರುವ ಕೆಲಸ ಮಾಡುತ್ತಿರುವ ಎಸ್ಐಟಿ ತನಿಖೆ ಕೂಡಲೇ ಸ್ಥಗಿತಗೊಳಿಸಬೇಕು ಎಂದು ಮಾಜಿ ಸಚಿವ ಎಂ.ಪಿ.ರೇಣುಕಾಚಾರ್ಯ ಆಗ್ರಹಿಸಿದರು. ನಗರದಲ್ಲಿ ಸುದ್ದಿಗಾರರೊಂದಿಗೆ ಮಾತನಾಡಿದ ಅವರು, ಅನಾಮಿಕ ವ್ಯಕ್ತಿ ಹೇಳಿದ ಸ್ಥಳಗಳಲ್ಲಿ ಏನೂ ಸಿಕ್ಕಿಲ್ಲ. ಆದರೂ ತನಿಖೆ ಮುಂದುವರಿಸಲಾಗುತ್ತಿದೆ ಎಂದರು. [46, 1400, 360, 1515]
quote-text: ಅಯೋಧ್ಯೆ ವಿವಾದ ಬಗೆಹರಿದಿದೆ. ಬರುವ ದಿನಗಳಲ್ಲಿ ಕಾಶಿ, ಮಥುರಾ ಮಂದಿರದ ವಿವಾದ ಸಹ ಸರಿಯಾಗಿ ಇತ್ಯರ್ಥವಾಗಲಿದೆ. ಈ ಎರಡೂ ಕ್ಷೇತ್ರಗಳಲ್ಲಿ ಐತಿಹಾಸಿಕ ಸತ್ಯ ತಿಳಿಯಲಿದೆ. [1009, 1576, 1231, 1651]
story-billava [376, 1314, 760, 1775]
photo-vaishnaw [1094, 883, 1186, 998]
para-2: ಚಿನ್ನಸ್ವಾಮಿ ಕ್ರೀಡಾಂಗಣದ ಬಳಿ ಆರ್‌ಸಿಬಿ ವಿಜಯೋತ್ಸವದ ವೇಳೆ ಕಾಲ್ತುಳಿತದಿಂದ ಉಂಟಾದ 11 ಮಂದಿಯ ಸಾವು, ಮತಗಳ್ಳತನ ಆರೋಪ, ರಾಜ್ಯದ ಆರ್ಥಿಕ ಸ್ಥಿತಿ, ರಸಗೊಬ್ಬರ ಕೊರತೆ, ಅಭಿವೃದ್ಧಿ ಕಾಮಗಾರಿಗಳಿಗೆ ಅನುದಾನ ಕೊರತೆ ಸೇರಿದಂತೆ ಹಲವು ವಿಷಯಗಳನ್ನು ಮುಂದಿಟ್ಟುಕೊಂಡು ವಿಪಕ್ಷಗಳು ಸರ್ಕಾರವನ್ನು ಕಟ್ಟಿಹಾಕಲು ತಂತ್ರ ರೂಪಿಸಿವೆ. ಇದಕ್ಕೆ ಪ್ರತಿಯಾಗಿ ಸರ್ಕಾರವೂ ಸಜ್ಜಾಗಿದೆ. [376, 850, 730, 945]
dateline: ಬೆಂಗಳೂರು: [46, 1087, 101, 1102]
suddi-label: ಸುದ್ದಿ [184, 650, 241, 683]
side-text: ವಿಧಾನ ಪರಿಷತ್‌ನಲ್ಲಿ ಖಾಲಿ ಇರುವ 4 ಸ್ಥಾನಗಳು ಅಧಿವೇಶನದ ವೇಳೆ ಭರ್ತಿಯಾಗದೇ ಉಳಿಯಲಿವೆ. ರಾಜ್ಯಪಾಲರ ಅಂಗೀಕಾರಕ್ಕೆ ಕಳುಹಿಸಲಾಗಿರುವ ನಾಮನಿರ್ದೇಶನ ಪಟ್ಟಿಗೆ ಇನ್ನೂ ಒಪ್ಪಿಗೆ ದೊರೆತಿಲ್ಲ. ಇದರಿಂದ ಕಾಂಗ್ರೆಸ್ ಆಕಾಂಕ್ಷಿಗಳಲ್ಲಿ ನಿರಾಸೆ ಮೂಡಿದೆ. ಸ್ಥಾನಗಳ ಹಂಚಿಕೆ ಕುರಿತು ಪಕ್ಷದ ಹೈಕಮಾಂಡ್ ಜೊತೆ ಚರ್ಚೆ ನಡೆದಿದೆ. [746, 1053, 899, 1234]
